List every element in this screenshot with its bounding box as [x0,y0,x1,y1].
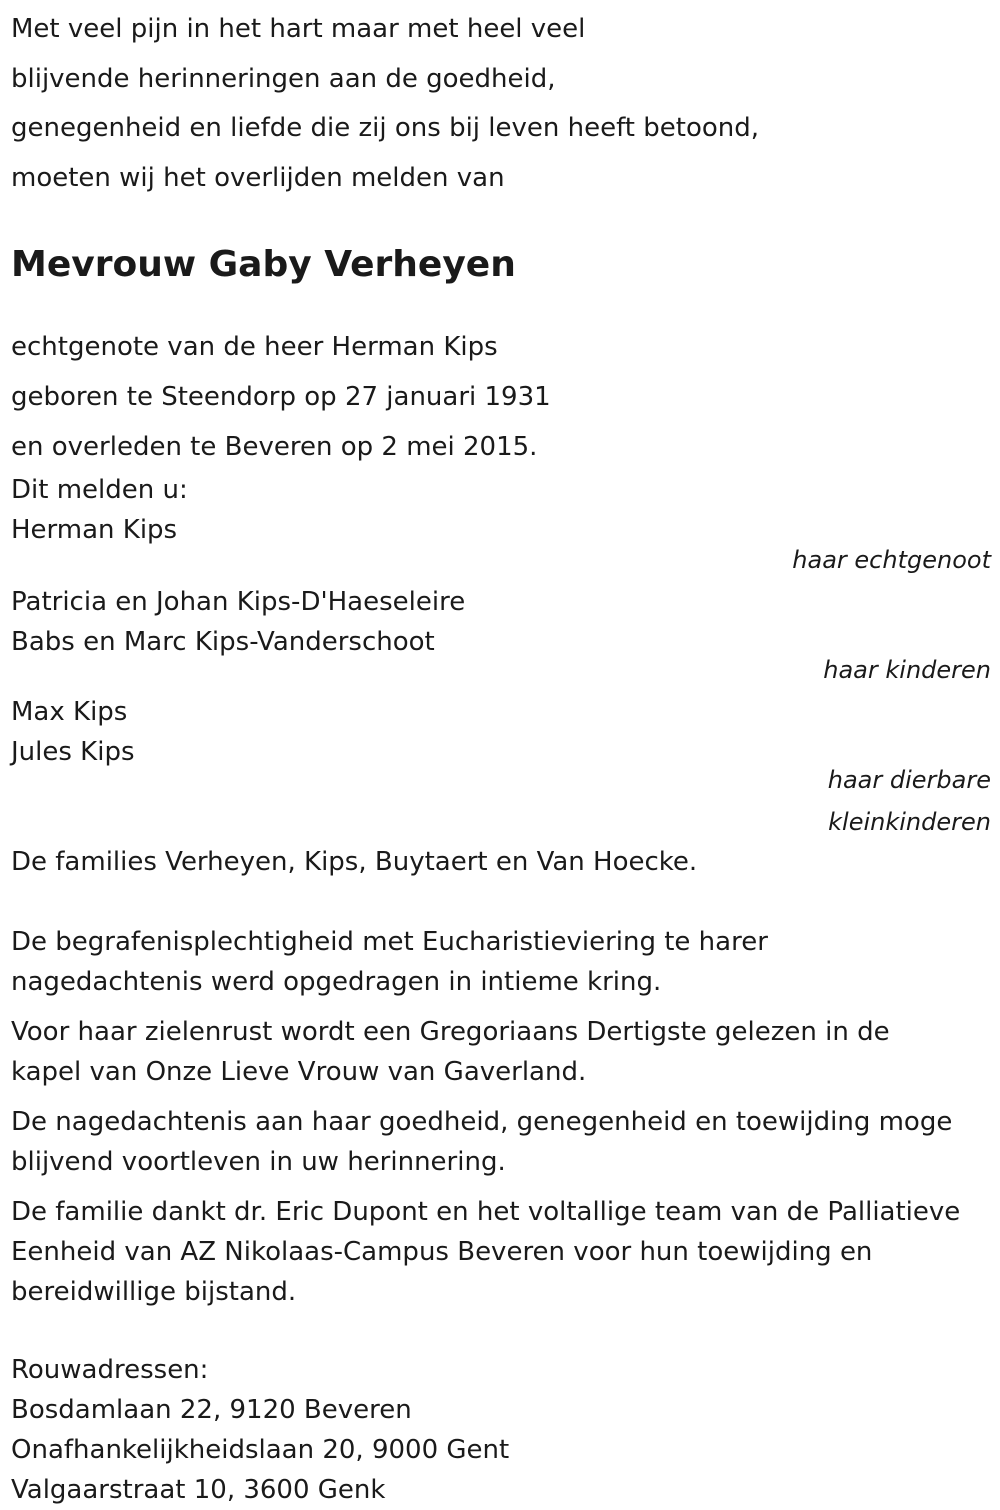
paragraph-line: nagedachtenis werd opgedragen in intieme kring. [11,967,662,997]
mourners-section [11,470,991,882]
paragraph-line: De begrafenisplechtigheid met Eucharistieviering te harer [11,927,768,957]
mourner-role: haar dierbare [827,766,991,794]
paragraph-line: Voor haar zielenrust wordt een Gregoriaans Dertigste gelezen in de [11,1017,890,1047]
deceased-info [11,322,991,472]
info-line: en overleden te Beveren op 2 mei 2015. [11,432,538,462]
addresses-label: Rouwadressen: [11,1355,209,1385]
mourner-name: Patricia en Johan Kips-D'Haeseleire [11,587,466,617]
mourner-group-spouse [11,510,991,582]
addresses-section [11,1350,991,1510]
paragraph-line: kapel van Onze Lieve Vrouw van Gaverland. [11,1057,587,1087]
mourner-role: haar kinderen [823,656,991,684]
mourner-name: Herman Kips [11,515,178,545]
paragraph [11,922,991,1002]
info-line: echtgenote van de heer Herman Kips [11,332,498,362]
mourner-role: haar echtgenoot [792,546,991,574]
mourner-name: Max Kips [11,697,128,727]
mourner-name: Jules Kips [11,737,135,767]
paragraph-line: blijvend voortleven in uw herinnering. [11,1147,506,1177]
ceremony-section [11,922,991,1312]
paragraph-line: De nagedachtenis aan haar goedheid, genegenheid en toewijding moge [11,1107,953,1137]
intro-line: Met veel pijn in het hart maar met heel veel [11,14,586,44]
paragraph [11,1192,991,1312]
intro-line: genegenheid en liefde die zij ons bij leven heeft betoond, [11,113,760,143]
address-line: Onafhankelijkheidslaan 20, 9000 Gent [11,1435,510,1465]
address-line: Bosdamlaan 22, 9120 Beveren [11,1395,412,1425]
mourner-group-children [11,582,991,692]
families-line: De families Verheyen, Kips, Buytaert en Van Hoecke. [11,847,698,877]
info-line: geboren te Steendorp op 27 januari 1931 [11,382,551,412]
address-line: Valgaarstraat 10, 3600 Genk [11,1475,386,1505]
mourners-label: Dit melden u: [11,475,188,505]
intro-text [11,5,991,203]
deceased-name: Mevrouw Gaby Verheyen [11,244,516,285]
intro-line: blijvende herinneringen aan de goedheid, [11,63,556,94]
intro-line: moeten wij het overlijden melden van [11,162,505,193]
paragraph-line: bereidwillige bijstand. [11,1277,297,1307]
paragraph-line: De familie dankt dr. Eric Dupont en het voltallige team van de Palliatieve [11,1197,961,1227]
mourner-role: kleinkinderen [828,808,991,836]
obituary-page [11,5,991,1510]
mourner-group-grandchildren [11,692,991,844]
paragraph [11,1102,991,1182]
paragraph [11,1012,991,1092]
mourner-name: Babs en Marc Kips-Vanderschoot [11,627,435,657]
paragraph-line: Eenheid van AZ Nikolaas-Campus Beveren voor hun toewijding en [11,1237,873,1267]
